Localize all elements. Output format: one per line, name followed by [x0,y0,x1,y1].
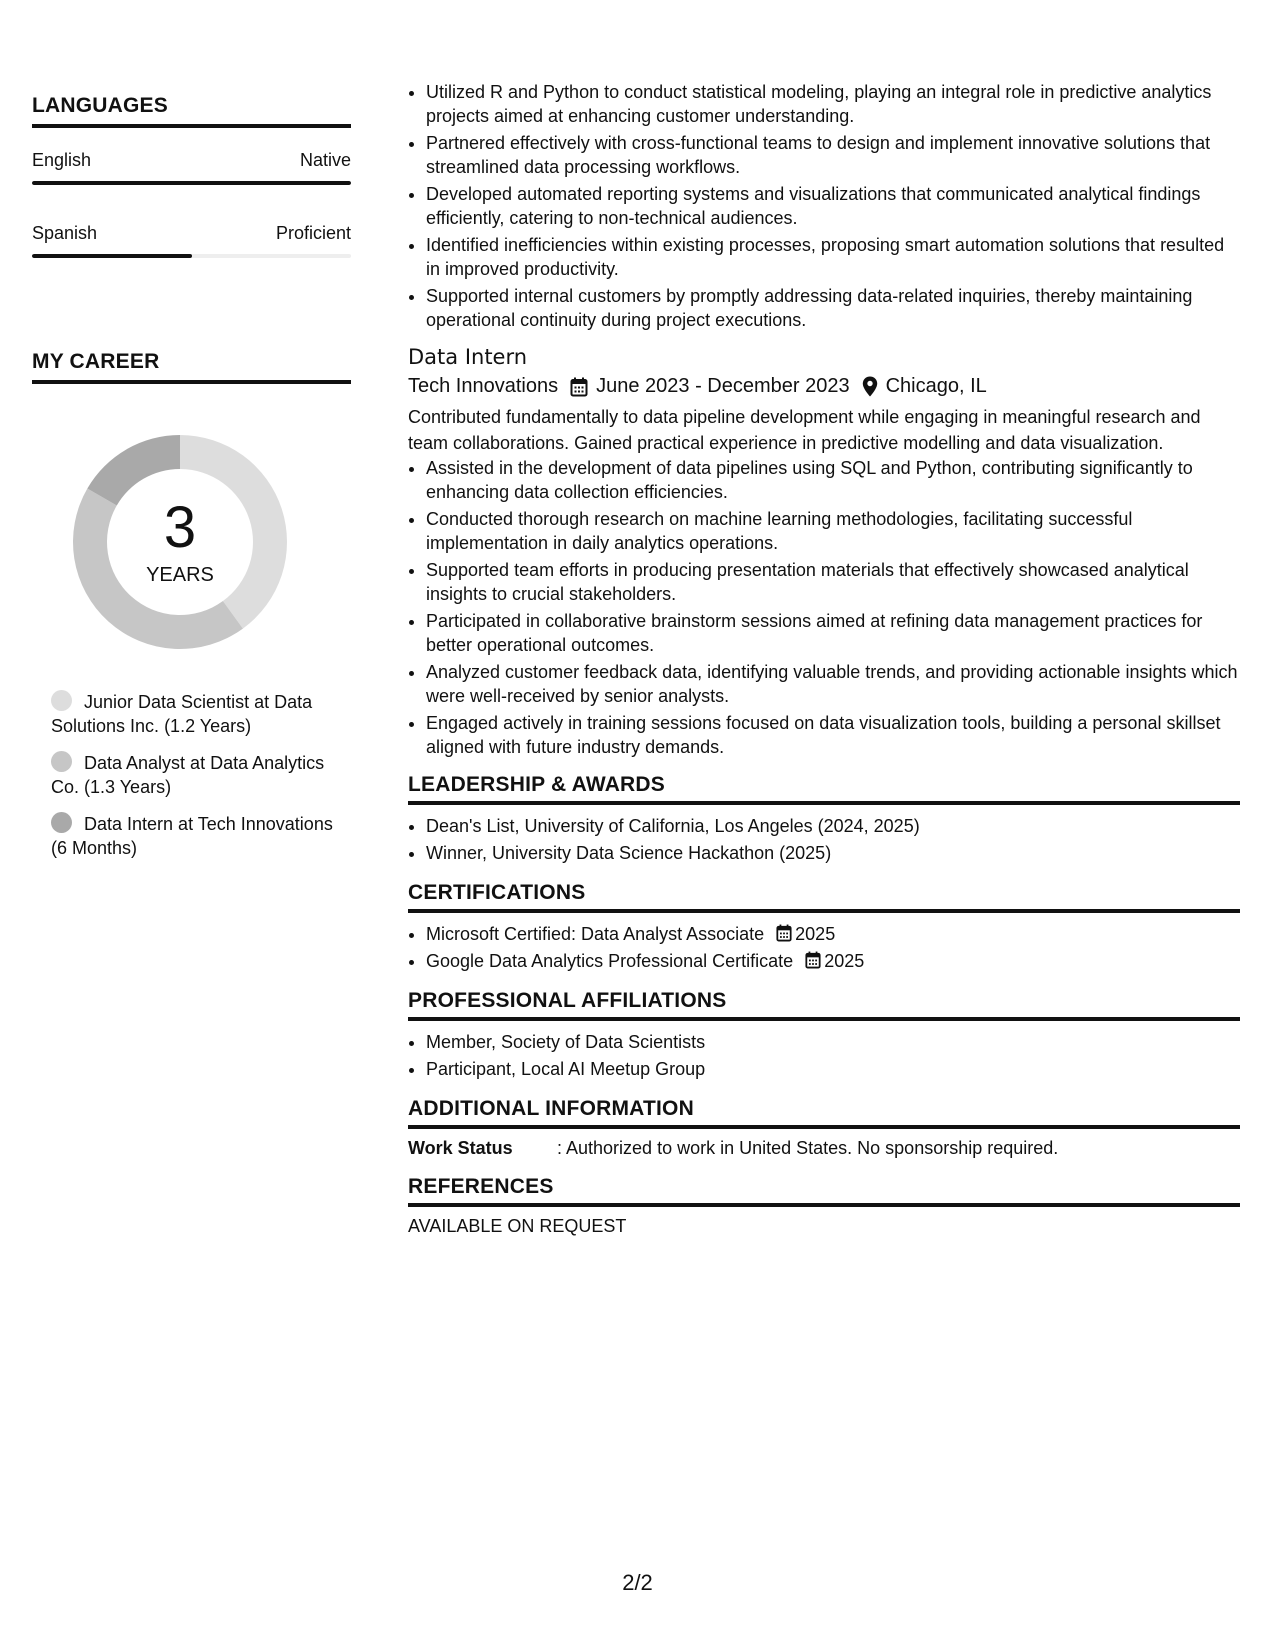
calendar-icon [776,924,792,942]
legend-dot [51,690,72,711]
calendar-icon [570,377,588,397]
list-item: • Partnered effectively with cross-functional teams to design and implement innovative solutions that streamlined data processing workflows. [426,131,1240,179]
certification-name: Microsoft Certified: Data Analyst Associate [426,924,765,944]
job-company: Tech Innovations [408,375,559,397]
language-item [32,150,351,185]
career-legend-item [51,690,351,738]
left-column [32,80,351,873]
affiliations-heading: PROFESSIONAL AFFILIATIONS [408,989,1240,1021]
career-legend-label: Data Intern at Tech Innovations (6 Months) [51,814,333,858]
language-proficiency-bar [32,181,351,185]
career-total-number: 3 [163,494,197,560]
career-legend [51,690,351,860]
leadership-heading: LEADERSHIP & AWARDS [408,773,1240,805]
legend-dot [51,812,72,833]
job-dates: June 2023 - December 2023 [596,375,850,397]
job-location: Chicago, IL [885,375,987,397]
list-item [426,922,1240,946]
certification-year: 2025 [824,951,865,971]
list-item: • Analyzed customer feedback data, identifying valuable trends, and providing actionable insights which were well-received by senior analysts. [426,660,1240,708]
list-item: • Participant, Local AI Meetup Group [426,1057,1240,1081]
list-item: • Developed automated reporting systems and visualizations that communicated analytical findings efficiently, catering to non-technical audiences. [426,182,1240,230]
language-proficiency-bar [32,254,351,258]
list-item: • Assisted in the development of data pipelines using SQL and Python, contributing significantly to enhancing data collection efficiencies. [426,456,1240,504]
list-item: • Engaged actively in training sessions focused on data visualization tools, building a personal skillset aligned with future industry demands. [426,711,1240,759]
career-legend-item [51,812,351,860]
career-donut-chart [66,428,294,656]
language-proficiency-fill [32,181,351,185]
language-level: Native [299,150,351,170]
references-text: AVAILABLE ON REQUEST [408,1216,627,1236]
languages-heading: LANGUAGES [32,80,351,128]
job-bullets [408,456,1240,759]
career-legend-item [51,751,351,799]
career-legend-label: Data Analyst at Data Analytics Co. (1.3 Years) [51,753,325,797]
language-proficiency-fill [32,254,192,258]
language-level: Proficient [275,223,351,243]
career-section [32,336,351,860]
location-pin-icon [862,376,878,397]
list-item: • Utilized R and Python to conduct statistical modeling, playing an integral role in predictive analytics projects aimed at enhancing customer understanding. [426,80,1240,128]
list-item: • Participated in collaborative brainstorm sessions aimed at refining data management practices for better operational outcomes. [426,609,1240,657]
language-name: Spanish [32,223,98,243]
job-meta [408,375,1240,398]
affiliations-list [408,1030,1240,1081]
certification-name: Google Data Analytics Professional Certificate [426,951,794,971]
work-status-value: : Authorized to work in United States. No sponsorship required. [557,1138,1059,1158]
language-name: English [32,150,92,170]
previous-job-bullets [408,80,1240,332]
calendar-icon [805,951,821,969]
certification-year: 2025 [795,924,836,944]
list-item: • Member, Society of Data Scientists [426,1030,1240,1054]
list-item: • Dean's List, University of California, Los Angeles (2024, 2025) [426,814,1240,838]
job-entry [408,345,1240,759]
list-item: • Winner, University Data Science Hackathon (2025) [426,841,1240,865]
list-item: • Identified inefficiencies within existing processes, proposing smart automation solutions that resulted in improved productivity. [426,233,1240,281]
career-heading: MY CAREER [32,336,351,384]
certifications-list [408,922,1240,973]
career-total-unit: YEARS [146,563,214,586]
list-item: • Supported internal customers by promptly addressing data-related inquiries, thereby maintaining operational continuity during project executions. [426,284,1240,332]
legend-dot [51,751,72,772]
work-status-row [408,1138,1240,1159]
right-column [408,80,1240,1237]
job-description: Contributed fundamentally to data pipeline development while engaging in meaningful research and team collaborations. Gained practical experience in predictive modelling and data visualization. [408,407,1201,453]
work-status-label: Work Status [408,1138,513,1158]
additional-info-heading: ADDITIONAL INFORMATION [408,1097,1240,1129]
job-title: Data Intern [408,345,528,369]
references-heading: REFERENCES [408,1175,1240,1207]
page-number: 2/2 [622,1570,653,1595]
language-item [32,223,351,258]
list-item: • Conducted thorough research on machine learning methodologies, facilitating successful implementation in daily analytics operations. [426,507,1240,555]
list-item: • Supported team efforts in producing presentation materials that effectively showcased analytical insights to crucial stakeholders. [426,558,1240,606]
leadership-list [408,814,1240,865]
list-item [426,949,1240,973]
career-legend-label: Junior Data Scientist at Data Solutions Inc. (1.2 Years) [51,692,313,736]
certifications-heading: CERTIFICATIONS [408,881,1240,913]
